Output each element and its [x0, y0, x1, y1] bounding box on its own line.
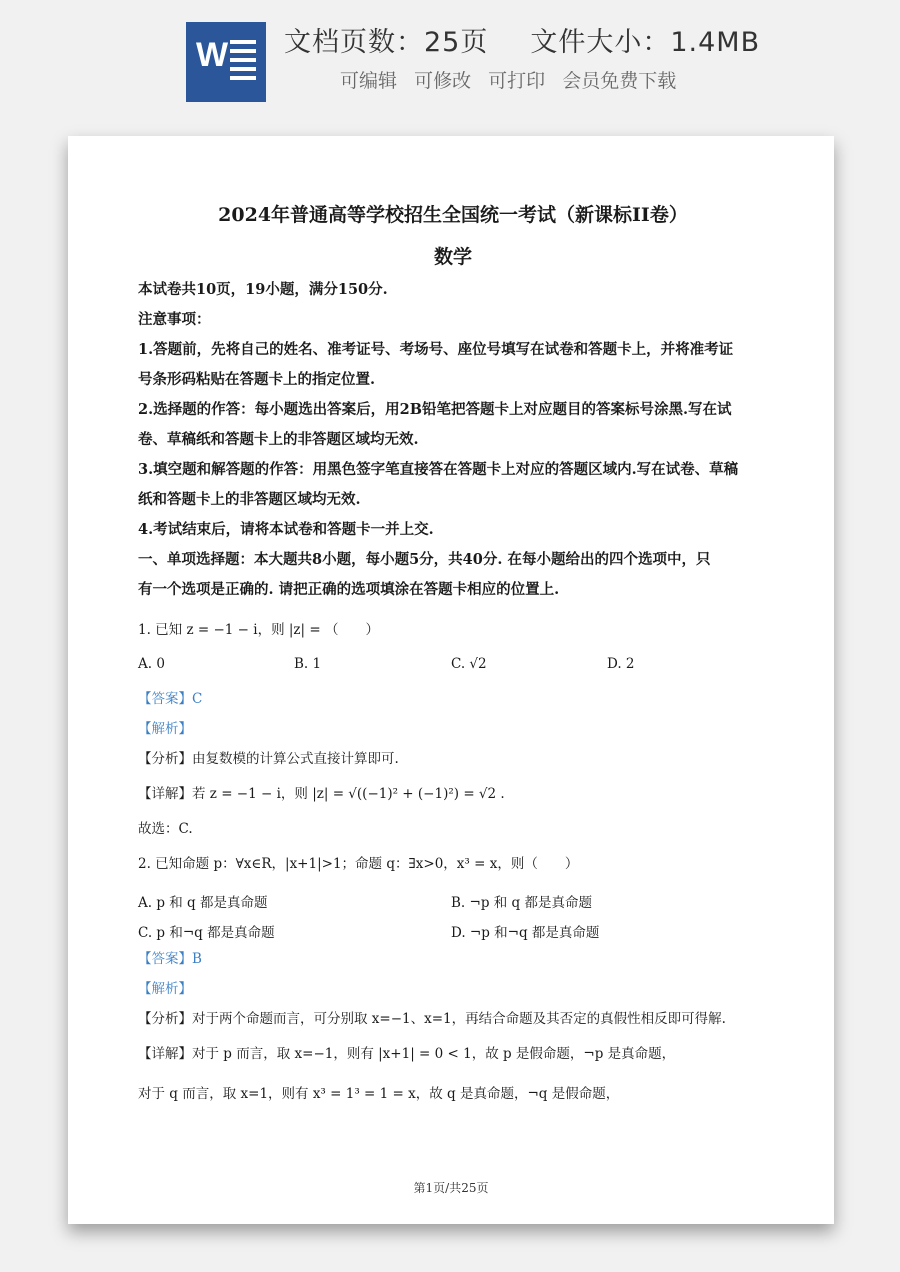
q2-option-b: B. ¬p 和 q 都是真命题 — [451, 895, 592, 911]
q1-conclusion: 故选：C. — [138, 821, 193, 837]
word-document-icon: W — [186, 22, 266, 102]
q2-analysis: 【分析】对于两个命题而言，可分别取 x=−1、x=1，再结合命题及其否定的真假性相反即可得解. — [138, 1011, 726, 1027]
exam-title: 2024年普通高等学校招生全国统一考试（新课标II卷） — [218, 204, 688, 226]
notice-2b: 卷、草稿纸和答题卡上的非答题区域均无效. — [138, 431, 419, 448]
notice-3b: 纸和答题卡上的非答题区域均无效. — [138, 491, 361, 508]
intro-line: 本试卷共10页，19小题，满分150分. — [138, 281, 388, 298]
section-1b: 有一个选项是正确的. 请把正确的选项填涂在答题卡相应的位置上. — [138, 581, 560, 598]
q1-answer: 【答案】C — [138, 691, 203, 707]
exam-subject: 数学 — [433, 246, 472, 268]
document-page — [68, 136, 834, 1224]
notice-3a: 3.填空题和解答题的作答：用黑色签字笔直接答在答题卡上对应的答题区域内.写在试卷、草稿 — [138, 461, 739, 478]
q2-answer: 【答案】B — [138, 951, 202, 967]
feature-free-download: 会员免费下载 — [562, 70, 677, 92]
q1-option-d: D. 2 — [607, 656, 635, 672]
feature-list — [340, 66, 687, 93]
q2-option-c: C. p 和¬q 都是真命题 — [138, 925, 275, 941]
q1-option-a: A. 0 — [138, 656, 165, 672]
q2-detail-1: 【详解】对于 p 而言，取 x=−1，则有 |x+1| = 0 < 1，故 p 是假命题，¬p 是真命题， — [138, 1046, 676, 1062]
question-1: 1. 已知 z = −1 − i，则 |z| = （ ） — [138, 622, 379, 638]
notice-1a: 1.答题前，先将自己的姓名、准考证号、考场号、座位号填写在试卷和答题卡上，并将准考证 — [138, 341, 734, 358]
document-meta — [284, 20, 802, 59]
q1-analysis-label: 【解析】 — [138, 721, 192, 737]
q1-detail: 【详解】若 z = −1 − i，则 |z| = √((−1)² + (−1)²) = √2 . — [138, 786, 505, 802]
q2-option-a: A. p 和 q 都是真命题 — [138, 895, 268, 911]
file-size: 文件大小：1.4MB — [530, 27, 761, 58]
notice-4: 4.考试结束后，请将本试卷和答题卡一并上交. — [138, 521, 434, 538]
notice-title: 注意事项： — [138, 311, 211, 328]
q1-analysis: 【分析】由复数模的计算公式直接计算即可. — [138, 751, 399, 767]
preview-header — [0, 0, 900, 120]
q1-option-b: B. 1 — [294, 656, 322, 672]
feature-editable: 可编辑 — [340, 70, 398, 92]
q2-option-d: D. ¬p 和¬q 都是真命题 — [451, 925, 600, 941]
feature-modifiable: 可修改 — [414, 70, 472, 92]
notice-2a: 2.选择题的作答：每小题选出答案后，用2B铅笔把答题卡上对应题目的答案标号涂黑.写在试 — [138, 401, 732, 418]
q2-detail-2: 对于 q 而言，取 x=1，则有 x³ = 1³ = 1 = x，故 q 是真命题，¬q 是假命题， — [138, 1086, 620, 1102]
page-count: 文档页数：25页 — [284, 27, 489, 58]
feature-printable: 可打印 — [488, 70, 546, 92]
q2-analysis-label: 【解析】 — [138, 981, 192, 997]
page-footer: 第1页/共25页 — [413, 1181, 489, 1195]
question-2: 2. 已知命题 p：∀x∈R，|x+1|>1；命题 q：∃x>0，x³ = x，则（ ） — [138, 856, 579, 872]
section-1a: 一、单项选择题：本大题共8小题，每小题5分，共40分. 在每小题给出的四个选项中，只 — [138, 551, 711, 568]
q1-option-c: C. √2 — [451, 656, 487, 672]
notice-1b: 号条形码粘贴在答题卡上的指定位置. — [138, 371, 376, 388]
